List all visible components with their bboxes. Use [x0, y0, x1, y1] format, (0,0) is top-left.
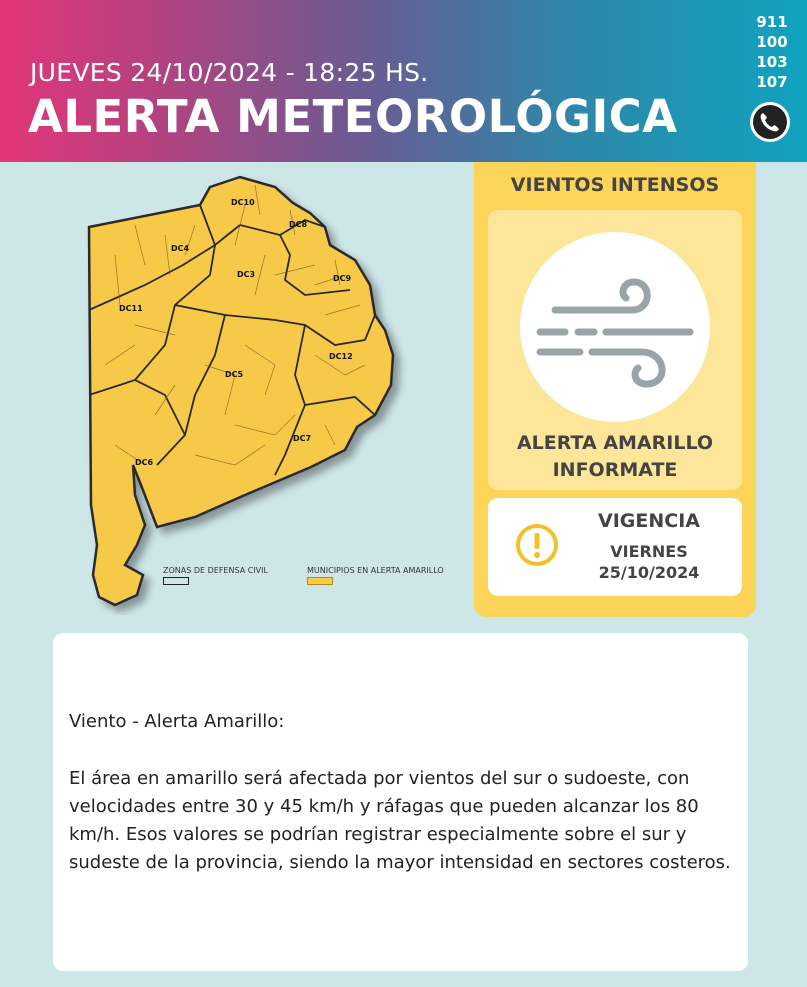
alert-date: JUEVES 24/10/2024 - 18:25 HS.: [30, 58, 429, 87]
header-banner: [0, 0, 807, 162]
zone-label: DC8: [289, 220, 308, 229]
vigencia-title: VIGENCIA: [598, 510, 700, 532]
exclamation-icon: [514, 522, 560, 568]
alert-type: VIENTOS INTENSOS: [510, 174, 720, 196]
zone-label: DC3: [237, 270, 256, 279]
zone-label: DC5: [225, 370, 244, 379]
phone-icon: [748, 100, 792, 144]
legend-municipalities-swatch: [307, 577, 333, 585]
zone-label: DC6: [135, 458, 154, 467]
wind-icon: [520, 232, 710, 422]
zone-label: DC9: [333, 274, 352, 283]
message-body: El área en amarillo será afectada por vientos del sur o sudoeste, con velocidades entre 30 y 45 km/h y ráfagas que pueden alcanzar los 80 km/h. Esos valores se podrían registrar especialmente sobre el sur y sudeste de la provincia, siendo la mayor intensidad en sectores costeros.: [69, 768, 731, 873]
legend-zones-swatch: [163, 577, 189, 585]
zone-label: DC4: [171, 244, 190, 253]
zone-label: DC10: [231, 198, 255, 207]
page-title: ALERTA METEOROLÓGICA: [28, 90, 678, 143]
province-map: [75, 165, 480, 615]
alert-level-line: INFORMATE: [552, 459, 678, 481]
wind-icon-circle: [520, 232, 710, 422]
vigencia-date: 25/10/2024: [598, 563, 700, 582]
phone-number[interactable]: 911: [756, 13, 788, 31]
zone-label: DC11: [119, 304, 143, 313]
phone-number[interactable]: 100: [756, 33, 788, 51]
zone-label: DC12: [329, 352, 353, 361]
vigencia-card: [488, 498, 742, 596]
legend-municipalities-label: MUNICIPIOS EN ALERTA AMARILLO: [307, 566, 444, 575]
phone-number[interactable]: 107: [756, 73, 788, 91]
legend-zones-label: ZONAS DE DEFENSA CIVIL: [163, 566, 268, 575]
vigencia-day: VIERNES: [610, 542, 688, 561]
emergency-phone-list: [753, 12, 791, 92]
province-shape: [89, 177, 393, 605]
alert-level-line: ALERTA AMARILLO: [516, 432, 714, 454]
message-card: [53, 633, 748, 971]
message-title: Viento - Alerta Amarillo:: [69, 711, 285, 732]
map-svg: [75, 165, 480, 615]
alert-panel: [474, 162, 756, 617]
alert-level: [474, 430, 756, 484]
zone-label: DC7: [293, 434, 312, 443]
phone-number[interactable]: 103: [756, 53, 788, 71]
